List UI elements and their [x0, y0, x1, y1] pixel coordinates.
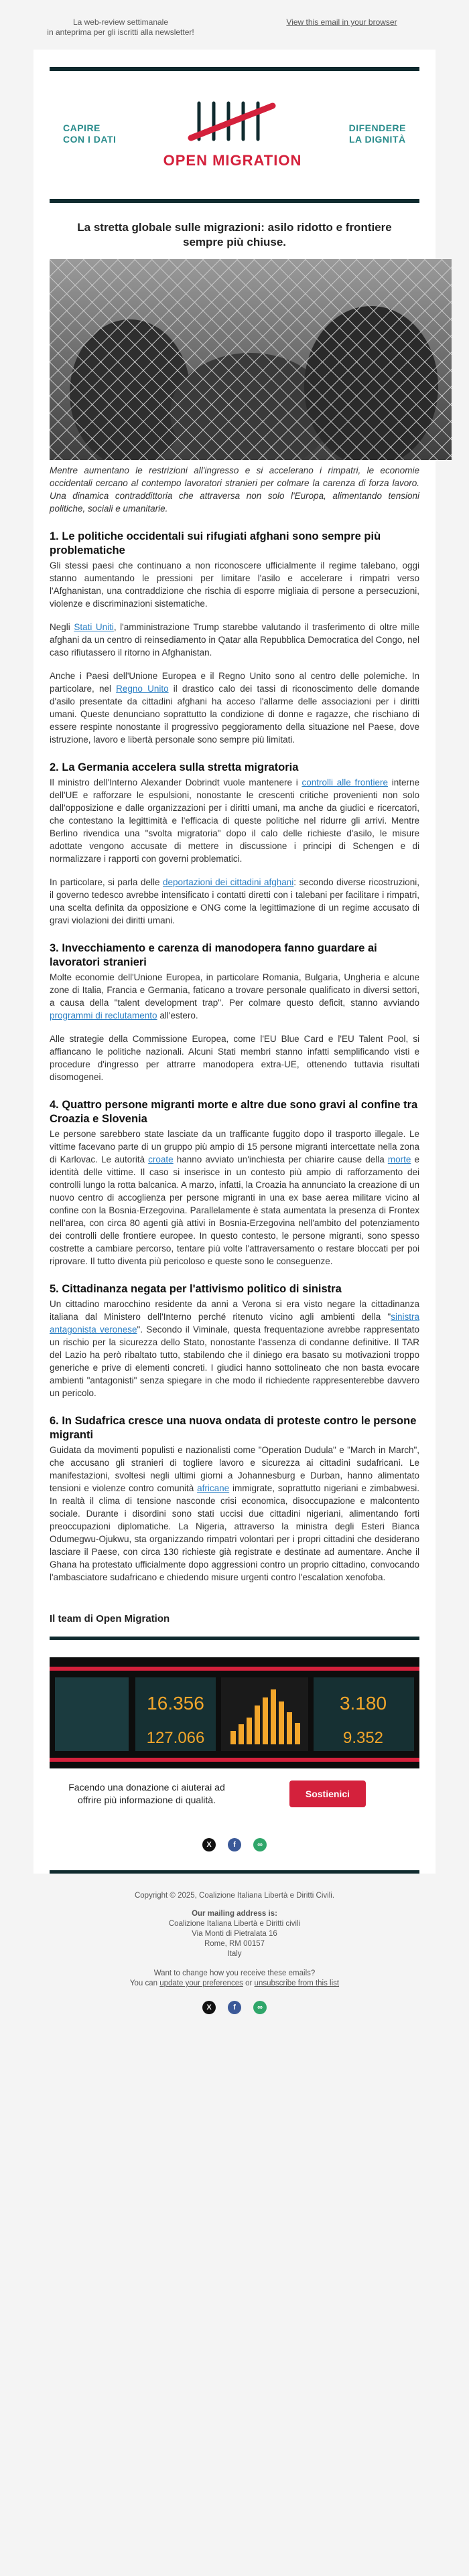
website-link-icon[interactable]: ∞	[253, 2001, 267, 2014]
preheader-line1: La web-review settimanale	[72, 17, 169, 27]
section-2-title: 2. La Germania accelera sulla stretta migratoria	[50, 761, 299, 773]
section-2-p2	[50, 876, 419, 927]
preheader	[34, 0, 436, 50]
section-1-p1: Gli stessi paesi che continuano a non riconoscere ufficialmente il regime talebano, oggi stanno aumentando le pressioni per limitare l'asilo e accelerare i rimpatri verso l'Afghanistan, una contraddizione che rischia di esporre migliaia di persone a persecuzioni, violenze e discriminazioni sistematiche.	[50, 560, 419, 609]
address-line-4: Italy	[227, 1950, 242, 1958]
dashboard-infographic	[50, 1657, 419, 1768]
preheader-line2: in anteprima per gli iscritti alla newsletter!	[47, 27, 194, 37]
banner-stat-2: 127.066	[146, 1729, 205, 1747]
newsletter-headline: La stretta globale sulle migrazioni: asilo ridotto e frontiere sempre più chiuse.	[77, 221, 392, 248]
text-span: Molte economie dell'Unione Europea, in particolare Romania, Bulgaria, Ungheria e alcune zone di Italia, Francia e Germania, faticano a trovare personale qualificato in diversi settori, a causa della "talent development trap". Per colmare questo deficit, stanno avviando	[50, 972, 419, 1008]
donate-button[interactable]: Sostienici	[289, 1781, 366, 1807]
update-preferences-link[interactable]: update your preferences	[159, 1979, 243, 1987]
text-span: Le persone sarebbero state lasciate da un trafficante fuggito dopo il trasporto illegale. Le vittime facevano parte di un gruppo più ampio di 15 persone migranti intercettate nella zona di Karlovac. Le autorità	[50, 1129, 419, 1164]
logo-left-line1: CAPIRE	[63, 122, 100, 133]
view-in-browser-link[interactable]: View this email in your browser	[286, 17, 397, 27]
section-1-p3	[50, 670, 419, 746]
link-regno-unito[interactable]: Regno Unito	[116, 684, 169, 694]
hero-caption: Mentre aumentano le restrizioni all'ingresso e si accelerano i rimpatri, le economie occidentali cercano al contempo lavoratori stranieri per colmare la carenza di forza lavoro. Una dinamica contraddittoria che attraversa non solo l'Europa, alimentando tensioni politiche, sociali e umanitarie.	[50, 465, 419, 514]
logo-tagline-right	[349, 123, 406, 145]
section-2-p1	[50, 776, 419, 865]
banner-stat-4: 9.352	[342, 1729, 384, 1747]
link-sinistra-antagonista[interactable]: sinistra antagonista veronese	[50, 1312, 419, 1335]
text-span: , l'amministrazione Trump starebbe valutando il trasferimento di oltre mille afghani da un centro di reinsediamento in Qatar alla Repubblica Democratica del Congo, nel caso rifiutassero il ritorno in Afghanistan.	[50, 622, 419, 658]
text-span: Un cittadino marocchino residente da anni a Verona si era visto negare la cittadinanza italiana dal Ministero dell'Interno perché ritenuto vicino agli ambienti della "	[50, 1299, 419, 1322]
website-link-icon[interactable]: ∞	[253, 1838, 267, 1851]
facebook-icon[interactable]: f	[228, 1838, 241, 1851]
banner-stat-3: 3.180	[339, 1693, 387, 1714]
preferences-line	[34, 1979, 436, 1989]
facebook-icon[interactable]: f	[228, 2001, 241, 2014]
unsubscribe-link[interactable]: unsubscribe from this list	[254, 1979, 340, 1987]
link-morte[interactable]: morte	[387, 1154, 411, 1164]
text-span: hanno avviato un'inchiesta per chiarire cause della	[173, 1154, 388, 1164]
logo-right-line1: DIFENDERE	[348, 122, 406, 133]
text-span: il drastico calo dei tassi di riconoscimento delle domande d'asilo presentate da cittadini afghani ha acceso l'allarme delle associazioni per i diritti umani. Queste denunciano soprattutto la condizione di donne e ragazze, che rischiano di essere respinte nonostante il progressivo peggioramento della situazione nel Paese, dove istruzione, lavoro e libertà personale sono sempre più limitati.	[50, 684, 419, 745]
x-twitter-icon[interactable]: X	[202, 1838, 216, 1851]
address-line-1: Coalizione Italiana Libertà e Diritti civili	[168, 1920, 301, 1928]
email-card	[34, 50, 436, 1874]
link-controlli-frontiere[interactable]: controlli alle frontiere	[302, 777, 388, 787]
text-span: : secondo diverse ricostruzioni, il governo tedesco avrebbe intensificato i contatti diretti con i talebani per facilitare i rimpatri, una scelta definita da opposizione e ONG come la legittimazione di un regime accusato di gravi violazioni dei diritti umani.	[50, 877, 419, 925]
section-3-p1	[50, 971, 419, 1022]
section-3-title: 3. Invecchiamento e carenza di manodopera fanno guardare ai lavoratori stranieri	[50, 942, 377, 968]
change-emails-question: Want to change how you receive these emails?	[153, 1969, 316, 1977]
section-4-p1	[50, 1128, 419, 1268]
logo-right-line2: LA DIGNITÀ	[349, 133, 406, 145]
open-migration-logo[interactable]	[50, 71, 419, 199]
donation-text: Facendo una donazione ci aiuterai ad offrire più informazione di qualità.	[68, 1782, 225, 1805]
copyright: Copyright © 2025, Coalizione Italiana Libertà e Diritti Civili.	[134, 1892, 335, 1900]
text-span: immigrate, soprattutto nigeriani e zimbabwesi. In realtà il clima di tensione nasconde crisi economica, disoccupazione e malcontento sociale. Durante i disordini sono stati uccisi due cittadini nigeriani, alimentando forti preoccupazioni diplomatiche. La Nigeria, attraverso la ministra degli Esteri Bianca Odumegwu-Ojukwu, sta organizzando rimpatri volontari per i propri cittadini che desiderano lasciare il Paese, con circa 130 richieste già registrate e destinate ad aumentare. Anche il Ghana ha protestato ufficialmente dopo aggressioni contro un proprio cittadino, convocando l'ambasciatore sudafricano e chiedendo misure urgenti contro l'escalation xenofoba.	[50, 1483, 419, 1582]
text-span: In particolare, si parla delle	[50, 877, 163, 887]
link-programmi-reclutamento[interactable]: programmi di reclutamento	[50, 1010, 157, 1020]
section-6-title: 6. In Sudafrica cresce una nuova ondata di proteste contro le persone migranti	[50, 1415, 417, 1441]
link-croate[interactable]: croate	[148, 1154, 174, 1164]
text-span: e identità delle vittime. Il caso si inserisce in un contesto più ampio di rafforzamento dei controlli lungo la rotta balcanica. A marzo, infatti, la Croazia ha annunciato la creazione di un nuovo centro di accoglienza per persone migranti in una ex base aerea militare vicino al confine con la Bosnia-Erzegovina. Parallelamente è stata aumentata la presenza di Frontex nell'area, con circa 80 agenti già attivi in Bosnia-Erzegovina nell'ambito del potenziamento dei controlli delle frontiere europee. In questo contesto, le persone migranti, sono spesso costrette a cambiare percorso, tentare più volte l'attraversamento o restare bloccati per poi riprovare. Il tutto diventa più pericoloso e queste sono le conseguenze.	[50, 1154, 419, 1266]
hero-image	[50, 259, 452, 460]
banner-stat-1: 16.356	[147, 1693, 204, 1714]
address-line-3: Rome, RM 00157	[204, 1940, 265, 1948]
text-span: Anche i Paesi dell'Unione Europea e il Regno Unito sono al centro delle polemiche. In particolare, nel	[50, 671, 419, 694]
text-span: ". Secondo il Viminale, questa frequentazione avrebbe rappresentato un rischio per la sicurezza dello Stato, nonostante l'assenza di condanne definitive. Il TAR del Lazio ha però ribaltato tutto, stabilendo che il diniego era basato su motivazioni troppo generiche e prive di elementi concreti. I giudici hanno sottolineato che non basta evocare ambienti "antagonisti" senza spiegare in che modo il richiedente rappresenterebbe davvero un pericolo.	[50, 1324, 419, 1398]
logo-mark	[163, 98, 302, 169]
donation-divider	[50, 1637, 419, 1640]
section-3-p2: Alle strategie della Commissione Europea, come l'EU Blue Card e l'EU Talent Pool, si affiancano le politiche nazionali. Alcuni Stati membri stanno infatti semplificando visti e procedure d'ingresso per attrarre manodopera extra-UE, ottenendo tuttavia risultati disomogenei.	[50, 1034, 419, 1082]
section-5-p1	[50, 1298, 419, 1399]
text-span: Il ministro dell'Interno Alexander Dobrindt vuole mantenere i	[50, 777, 302, 787]
logo-left-line2: CON I DATI	[63, 133, 117, 145]
section-5-title: 5. Cittadinanza negata per l'attivismo politico di sinistra	[50, 1283, 342, 1295]
text-span: interne dell'UE e rafforzare le espulsioni, nonostante le crescenti critiche provenienti non solo dall'opposizione e dalle organizzazioni per i diritti umani, ma anche da giudici e ricercatori, che contestano la legittimità e l'efficacia di queste politiche nel ridurre gli arrivi. Mentre Berlino rivendica una "svolta migratoria" dopo il calo delle richieste d'asilo, le misure adottate vengono accusate di mettere in discussione i principi di Schengen e di normalizzare i rapporti con governi problematici.	[50, 777, 420, 864]
text-span: Guidata da movimenti populisti e nazionalisti come "Operation Dudula" e "March in March", che accusano gli stranieri di togliere lavoro e sicurezza ai cittadini sudafricani. Le manifestazioni, svoltesi negli ultimi giorni a Johannesburg e Durban, hanno alimentato tensioni e violenze contro comunità	[50, 1445, 419, 1493]
link-deportazioni-afghani[interactable]: deportazioni dei cittadini afghani	[163, 877, 294, 887]
preheader-tagline	[40, 17, 201, 37]
link-stati-uniti[interactable]: Stati Uniti	[74, 622, 114, 632]
footer-social-links	[34, 1989, 436, 2014]
footer	[34, 1874, 436, 2038]
fence-crowd-photo	[50, 259, 452, 460]
text-span: Negli	[50, 622, 74, 632]
logo-tagline-left	[63, 123, 116, 145]
logo-fence-icon	[179, 98, 286, 145]
section-4-title: 4. Quattro persone migranti morte e altre due sono gravi al confine tra Croazia e Slovenia	[50, 1099, 418, 1125]
donation-banner-image[interactable]	[50, 1657, 419, 1768]
x-twitter-icon[interactable]: X	[202, 2001, 216, 2014]
logo-brand: OPEN MIGRATION	[163, 152, 302, 169]
text-span: all'estero.	[157, 1010, 198, 1020]
donation-row	[50, 1768, 419, 1819]
text-span: or	[243, 1979, 255, 1987]
team-signature: Il team di Open Migration	[50, 1613, 170, 1624]
link-africane[interactable]: africane	[197, 1483, 230, 1493]
section-1-p2	[50, 621, 419, 659]
text-span: You can	[129, 1979, 160, 1987]
section-1-title: 1. Le politiche occidentali sui rifugiati afghani sono sempre più problematiche	[50, 530, 381, 556]
section-6-p1	[50, 1444, 419, 1584]
social-links	[50, 1819, 419, 1870]
address-line-2: Via Monti di Pietralata 16	[192, 1930, 277, 1938]
mailing-address-title: Our mailing address is:	[192, 1910, 277, 1918]
